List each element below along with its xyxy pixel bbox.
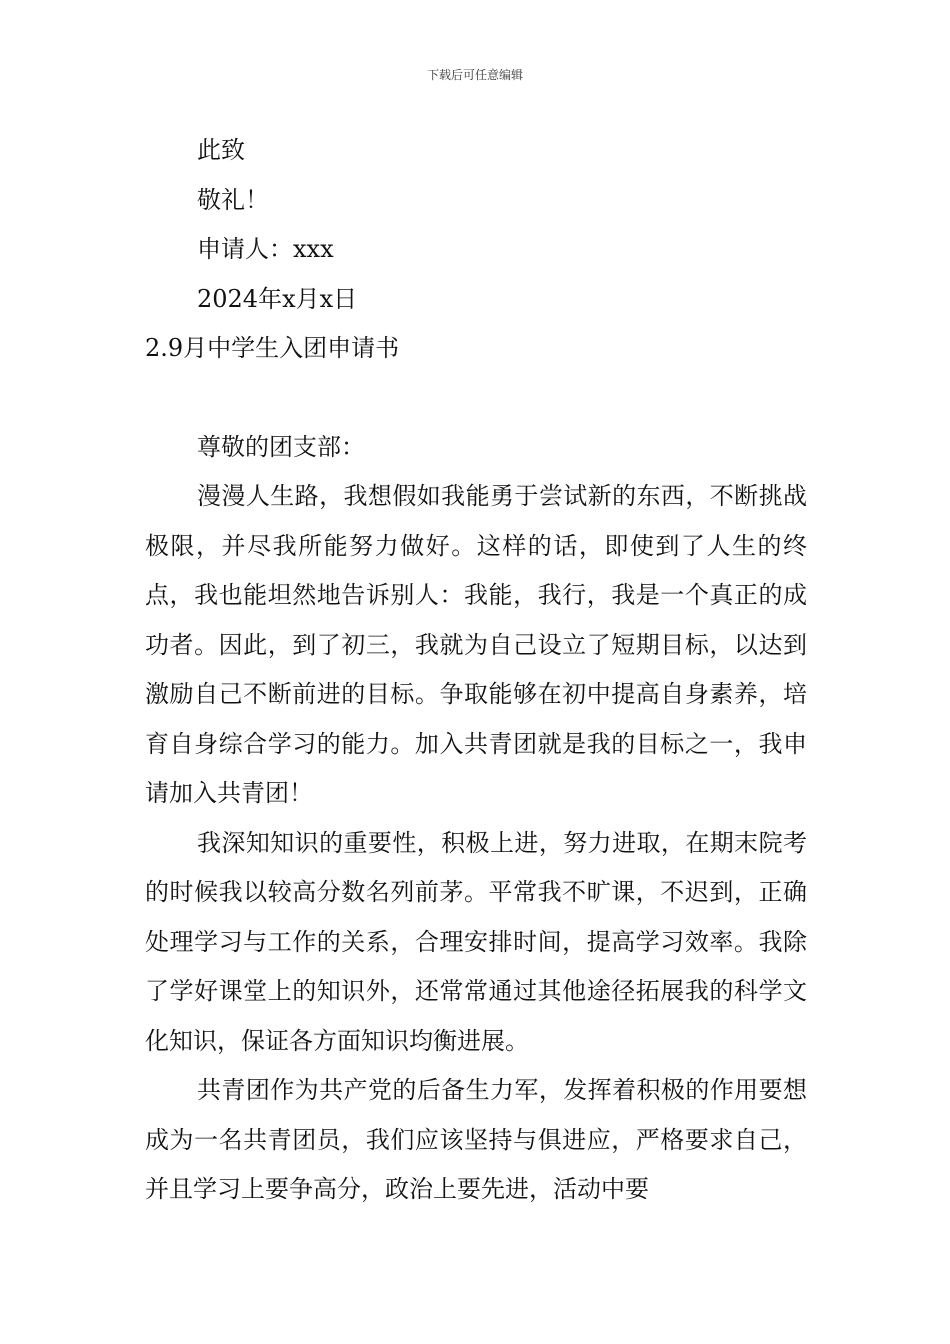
date-line: 2024年x月x日 xyxy=(197,284,358,313)
body-paragraph-1: 漫漫人生路，我想假如我能勇于尝试新的东西，不断挑战极限，并尽我所能努力做好。这样的话，即使到了人生的终点，我也能坦然地告诉别人：我能，我行，我是一个真正的成功者。因此，到了初三，我就为自己设立了短期目标，以达到激励自己不断前进的目标。争取能够在初中提高自身素养，培育自身综合学习的能力。加入共青团就是我的目标之一，我申请加入共青团！ xyxy=(145,482,807,807)
blank-line xyxy=(145,374,807,423)
closing-regards: 敬礼！ xyxy=(197,185,269,214)
page-header-note: 下载后可任意编辑 xyxy=(426,68,523,82)
document-body xyxy=(145,126,807,1215)
greeting-line: 尊敬的团支部： xyxy=(197,432,365,461)
body-paragraph-3: 共青团作为共产党的后备生力军，发挥着积极的作用要想成为一名共青团员，我们应该坚持与俱进应，严格要求自己，并且学习上要争高分，政治上要先进，活动中要 xyxy=(145,1076,807,1203)
applicant-line: 申请人：xxx xyxy=(197,235,334,263)
section-title: 2.9月中学生入团申请书 xyxy=(145,334,400,362)
closing-salutation: 此致 xyxy=(197,136,245,164)
body-paragraph-2: 我深知知识的重要性，积极上进，努力进取，在期末院考的时候我以较高分数名列前茅。平常我不旷课，不迟到，正确处理学习与工作的关系，合理安排时间，提高学习效率。我除了学好课堂上的知识外，还常常通过其他途径拓展我的科学文化知识，保证各方面知识均衡进展。 xyxy=(145,828,807,1055)
